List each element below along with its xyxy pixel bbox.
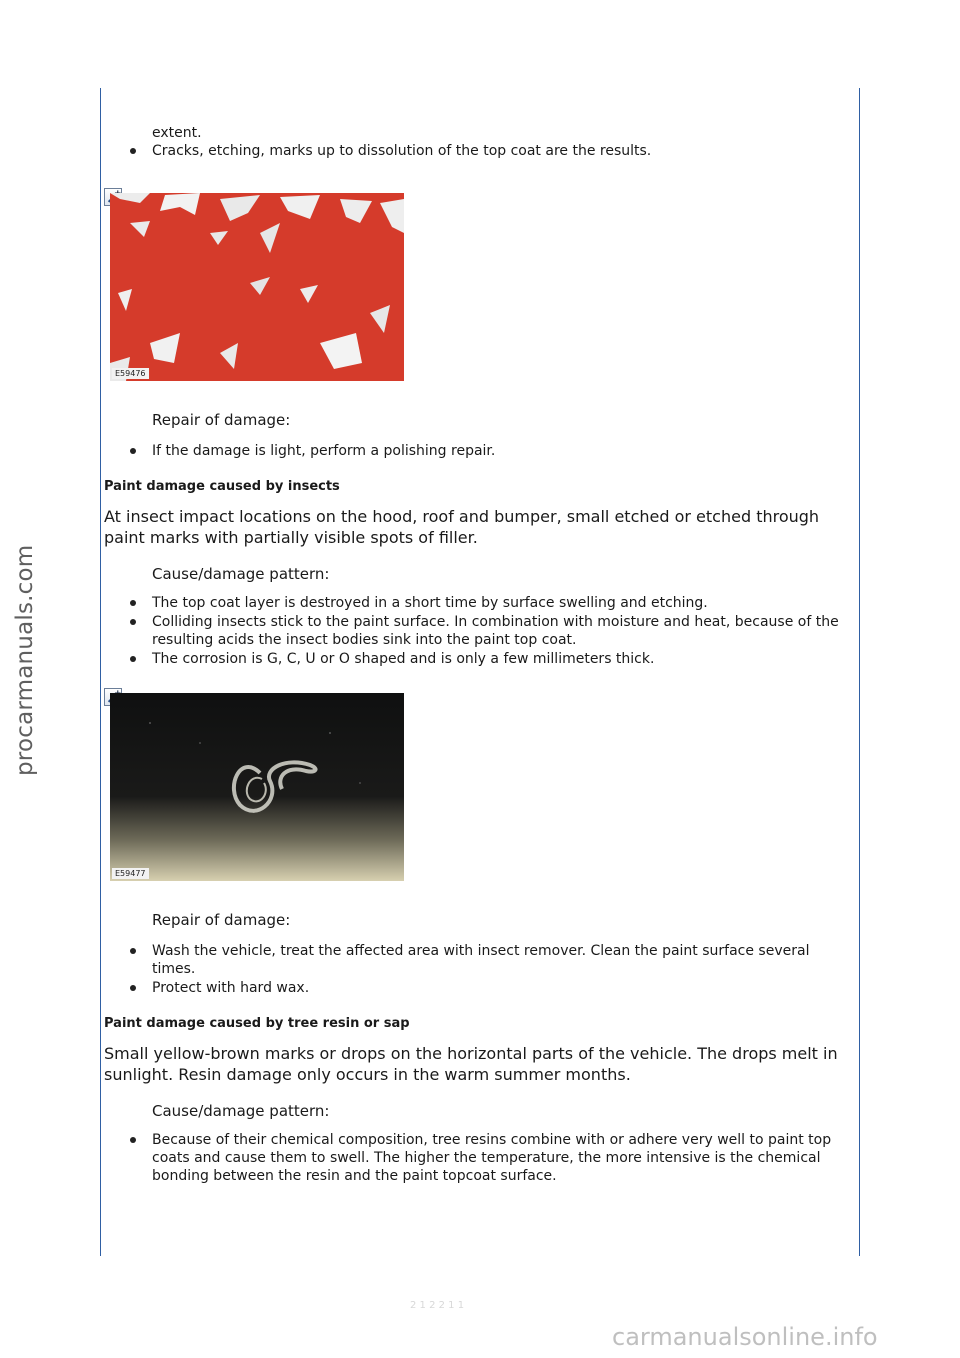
bullet-icon <box>130 948 136 954</box>
figure-insect-damage <box>104 688 856 884</box>
figure-code: E59477 <box>112 868 149 879</box>
resin-bullets <box>104 1131 856 1185</box>
insect-mark-image <box>110 693 404 881</box>
bullet-icon <box>130 148 136 154</box>
bullet-icon <box>130 985 136 991</box>
bullet-icon <box>130 619 136 625</box>
bullet-icon <box>130 448 136 454</box>
section-heading-resin: Paint damage caused by tree resin or sap <box>104 1016 410 1031</box>
list-item: If the damage is light, perform a polishing repair. <box>104 442 856 460</box>
list-item: Because of their chemical composition, tree resins combine with or adhere very well to paint top coats and cause them to swell. The higher the temperature, the more intensive is the chemical bonding between the resin and the paint topcoat surface. <box>104 1131 856 1185</box>
insects-bullets <box>104 594 856 668</box>
bullet-icon <box>130 1137 136 1143</box>
list-item: Protect with hard wax. <box>104 979 856 997</box>
side-watermark: procarmanuals.com <box>12 544 38 776</box>
bullet-icon <box>130 600 136 606</box>
resin-paragraph: Small yellow-brown marks or drops on the horizontal parts of the vehicle. The drops melt in sunlight. Resin damage only occurs in the warm summer months. <box>104 1044 838 1084</box>
bullet-icon <box>130 656 136 662</box>
cracks-image <box>110 193 404 381</box>
figure-code: E59476 <box>112 368 149 379</box>
page-content <box>104 118 856 1185</box>
paint-cracks-photo <box>110 193 404 381</box>
insects-paragraph: At insect impact locations on the hood, roof and bumper, small etched or etched through paint marks with partially visible spots of filler. <box>104 507 820 547</box>
cause-label: Cause/damage pattern: <box>152 1102 330 1120</box>
section-heading-insects: Paint damage caused by insects <box>104 479 340 494</box>
list-item: Wash the vehicle, treat the affected area with insect remover. Clean the paint surface several times. <box>104 942 856 978</box>
page-number: 2 1 2 2 1 1 <box>410 1300 465 1311</box>
figure-paint-cracks <box>104 188 856 384</box>
list-item: The top coat layer is destroyed in a short time by surface swelling and etching. <box>104 594 856 612</box>
repair-bullets <box>104 942 856 997</box>
left-margin-line <box>100 88 101 1256</box>
bottom-watermark: carmanualsonline.info <box>612 1323 878 1351</box>
insect-damage-photo <box>110 693 404 881</box>
repair-label: Repair of damage: <box>152 411 291 429</box>
repair-label: Repair of damage: <box>152 911 291 929</box>
list-item: Colliding insects stick to the paint surface. In combination with moisture and heat, because of the resulting acids the insect bodies sink into the paint top coat. <box>104 613 856 649</box>
repair-bullets <box>104 442 856 460</box>
cause-label: Cause/damage pattern: <box>152 565 330 583</box>
intro-bullets <box>104 142 856 160</box>
list-item: Cracks, etching, marks up to dissolution of the top coat are the results. <box>104 142 856 160</box>
right-margin-line <box>859 88 860 1256</box>
list-item: The corrosion is G, C, U or O shaped and is only a few millimeters thick. <box>104 650 856 668</box>
continuation-text: extent. <box>152 125 202 141</box>
